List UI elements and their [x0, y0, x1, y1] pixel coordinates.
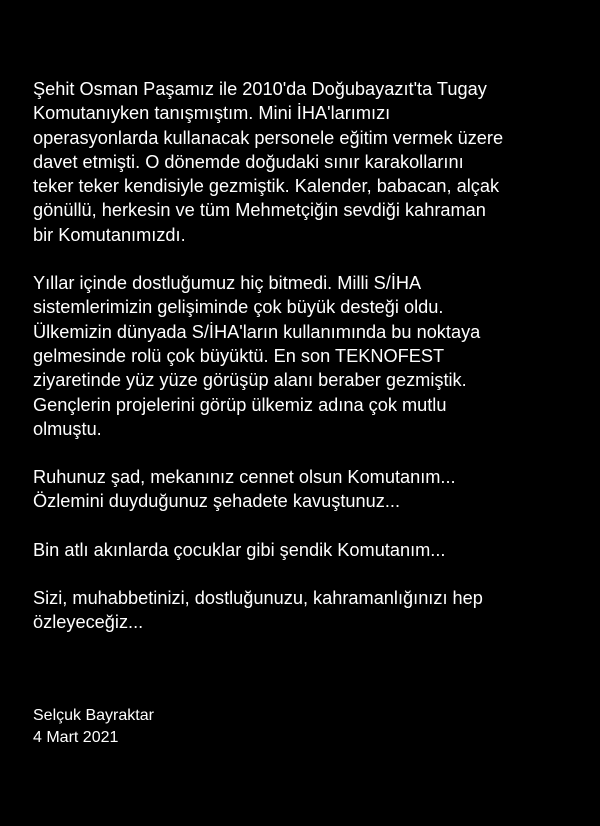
text-line: sistemlerimizin gelişiminde çok büyük desteği oldu. — [33, 297, 444, 318]
text-line: özleyeceğiz... — [33, 612, 144, 633]
paragraph-5 — [33, 586, 583, 635]
letter-body — [33, 77, 583, 659]
signature-block — [33, 705, 154, 749]
text-line: Ülkemizin dünyada S/İHA'ların kullanımında bu noktaya — [33, 321, 481, 342]
text-line: ziyaretinde yüz yüze görüşüp alanı beraber gezmiştik. — [33, 370, 467, 391]
paragraph-3 — [33, 465, 583, 514]
text-line: teker teker kendisiyle gezmiştik. Kalender, babacan, alçak — [33, 176, 500, 197]
signature-name: Selçuk Bayraktar — [33, 707, 154, 724]
text-line: davet etmişti. O dönemde doğudaki sınır karakollarını — [33, 151, 464, 172]
text-line: Komutanıyken tanışmıştım. Mini İHA'larımızı — [33, 103, 391, 124]
paragraph-2 — [33, 271, 583, 441]
text-line: Bin atlı akınlarda çocuklar gibi şendik Komutanım... — [33, 539, 446, 560]
paragraph-4 — [33, 538, 583, 562]
signature-date: 4 Mart 2021 — [33, 729, 119, 746]
text-line: Ruhunuz şad, mekanınız cennet olsun Komutanım... — [33, 467, 456, 488]
text-line: operasyonlarda kullanacak personele eğitim vermek üzere — [33, 127, 504, 148]
text-line: Şehit Osman Paşamız ile 2010'da Doğubayazıt'ta Tugay — [33, 79, 487, 99]
text-line: olmuştu. — [33, 418, 102, 439]
text-line: Sizi, muhabbetinizi, dostluğunuzu, kahramanlığınızı hep — [33, 588, 483, 609]
text-line: bir Komutanımızdı. — [33, 224, 186, 245]
text-line: gelmesinde rolü çok büyüktü. En son TEKNOFEST — [33, 345, 445, 366]
text-line: Yıllar içinde dostluğumuz hiç bitmedi. Milli S/İHA — [33, 273, 422, 294]
paragraph-1 — [33, 77, 583, 247]
text-line: Özlemini duyduğunuz şehadete kavuştunuz... — [33, 491, 401, 512]
text-line: Gençlerin projelerini görüp ülkemiz adına çok mutlu — [33, 394, 447, 415]
text-line: gönüllü, herkesin ve tüm Mehmetçiğin sevdiği kahraman — [33, 200, 486, 221]
